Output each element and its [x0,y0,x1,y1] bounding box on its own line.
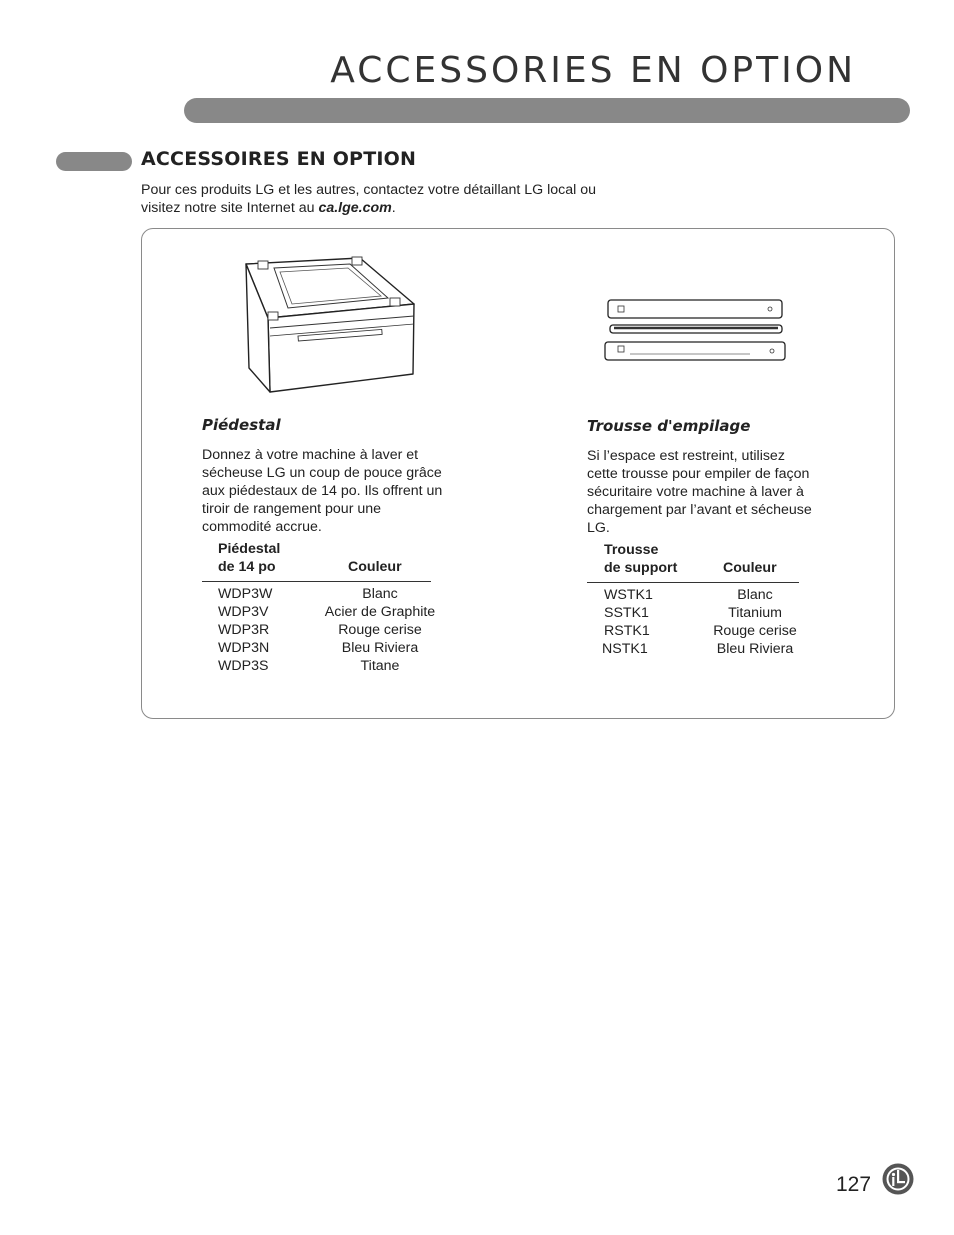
website-link[interactable]: ca.lge.com [318,200,392,216]
pedestal-illustration [238,256,418,396]
stacking-col-model-header [604,541,677,577]
stacking-kit-description: Si l’espace est restreint, utilisez cette trousse pour empiler de façon sécuritaire votre machine à laver à chargement par l’avant et sécheuse LG. [587,448,812,536]
table-row: WSTK1 [604,587,653,603]
pedestal-heading: Piédestal [202,416,281,434]
table-row: SSTK1 [604,605,649,621]
intro-paragraph [141,181,611,217]
table-row: Titane [360,658,400,674]
lg-logo-icon [882,1163,914,1195]
section-heading: ACCESSOIRES EN OPTION [141,148,417,170]
intro-end: . [391,200,396,216]
page-title: ACCESSORIES EN OPTION [330,50,856,91]
pedestal-col-model-line2: de 14 po [218,559,276,575]
pedestal-col-model-line1: Piédestal [218,541,281,557]
table-row: Acier de Graphite [324,604,436,620]
pedestal-col-color-header: Couleur [348,559,402,575]
stacking-kit-heading: Trousse d'empilage [587,417,751,435]
pedestal-description: Donnez à votre machine à laver et sécheuse LG un coup de pouce grâce aux piédestaux de 14 po. Ils offrent un tiroir de rangement pour une commodité accrue. [202,447,443,535]
table-row: Bleu Riviera [716,641,794,657]
table-row: WDP3N [218,640,270,656]
stacking-col-model-line1: Trousse [604,542,659,558]
pedestal-col-model-header [218,540,280,576]
stacking-col-color-header: Couleur [723,560,777,576]
table-row: WDP3R [218,622,270,638]
table-row: NSTK1 [602,641,648,657]
intro-text: Pour ces produits LG et les autres, contactez votre détaillant LG local ou visitez notre site Internet au [141,182,597,216]
table-row: Rouge cerise [338,622,422,638]
table-row: RSTK1 [604,623,650,639]
title-bar-decoration [184,98,910,123]
table-row: Blanc [737,587,773,603]
pedestal-table-rule [202,581,431,582]
table-row: Titanium [728,605,782,621]
table-row: WDP3W [218,586,273,602]
table-row: WDP3S [218,658,269,674]
table-row: Rouge cerise [713,623,797,639]
table-row: Bleu Riviera [341,640,419,656]
table-row: Blanc [362,586,398,602]
stacking-col-model-line2: de support [604,560,678,576]
table-row: WDP3V [218,604,269,620]
section-pill-decoration [56,152,132,171]
page-number: 127 [836,1173,872,1196]
stacking-kit-illustration [600,296,790,366]
stacking-table-rule [587,582,799,583]
